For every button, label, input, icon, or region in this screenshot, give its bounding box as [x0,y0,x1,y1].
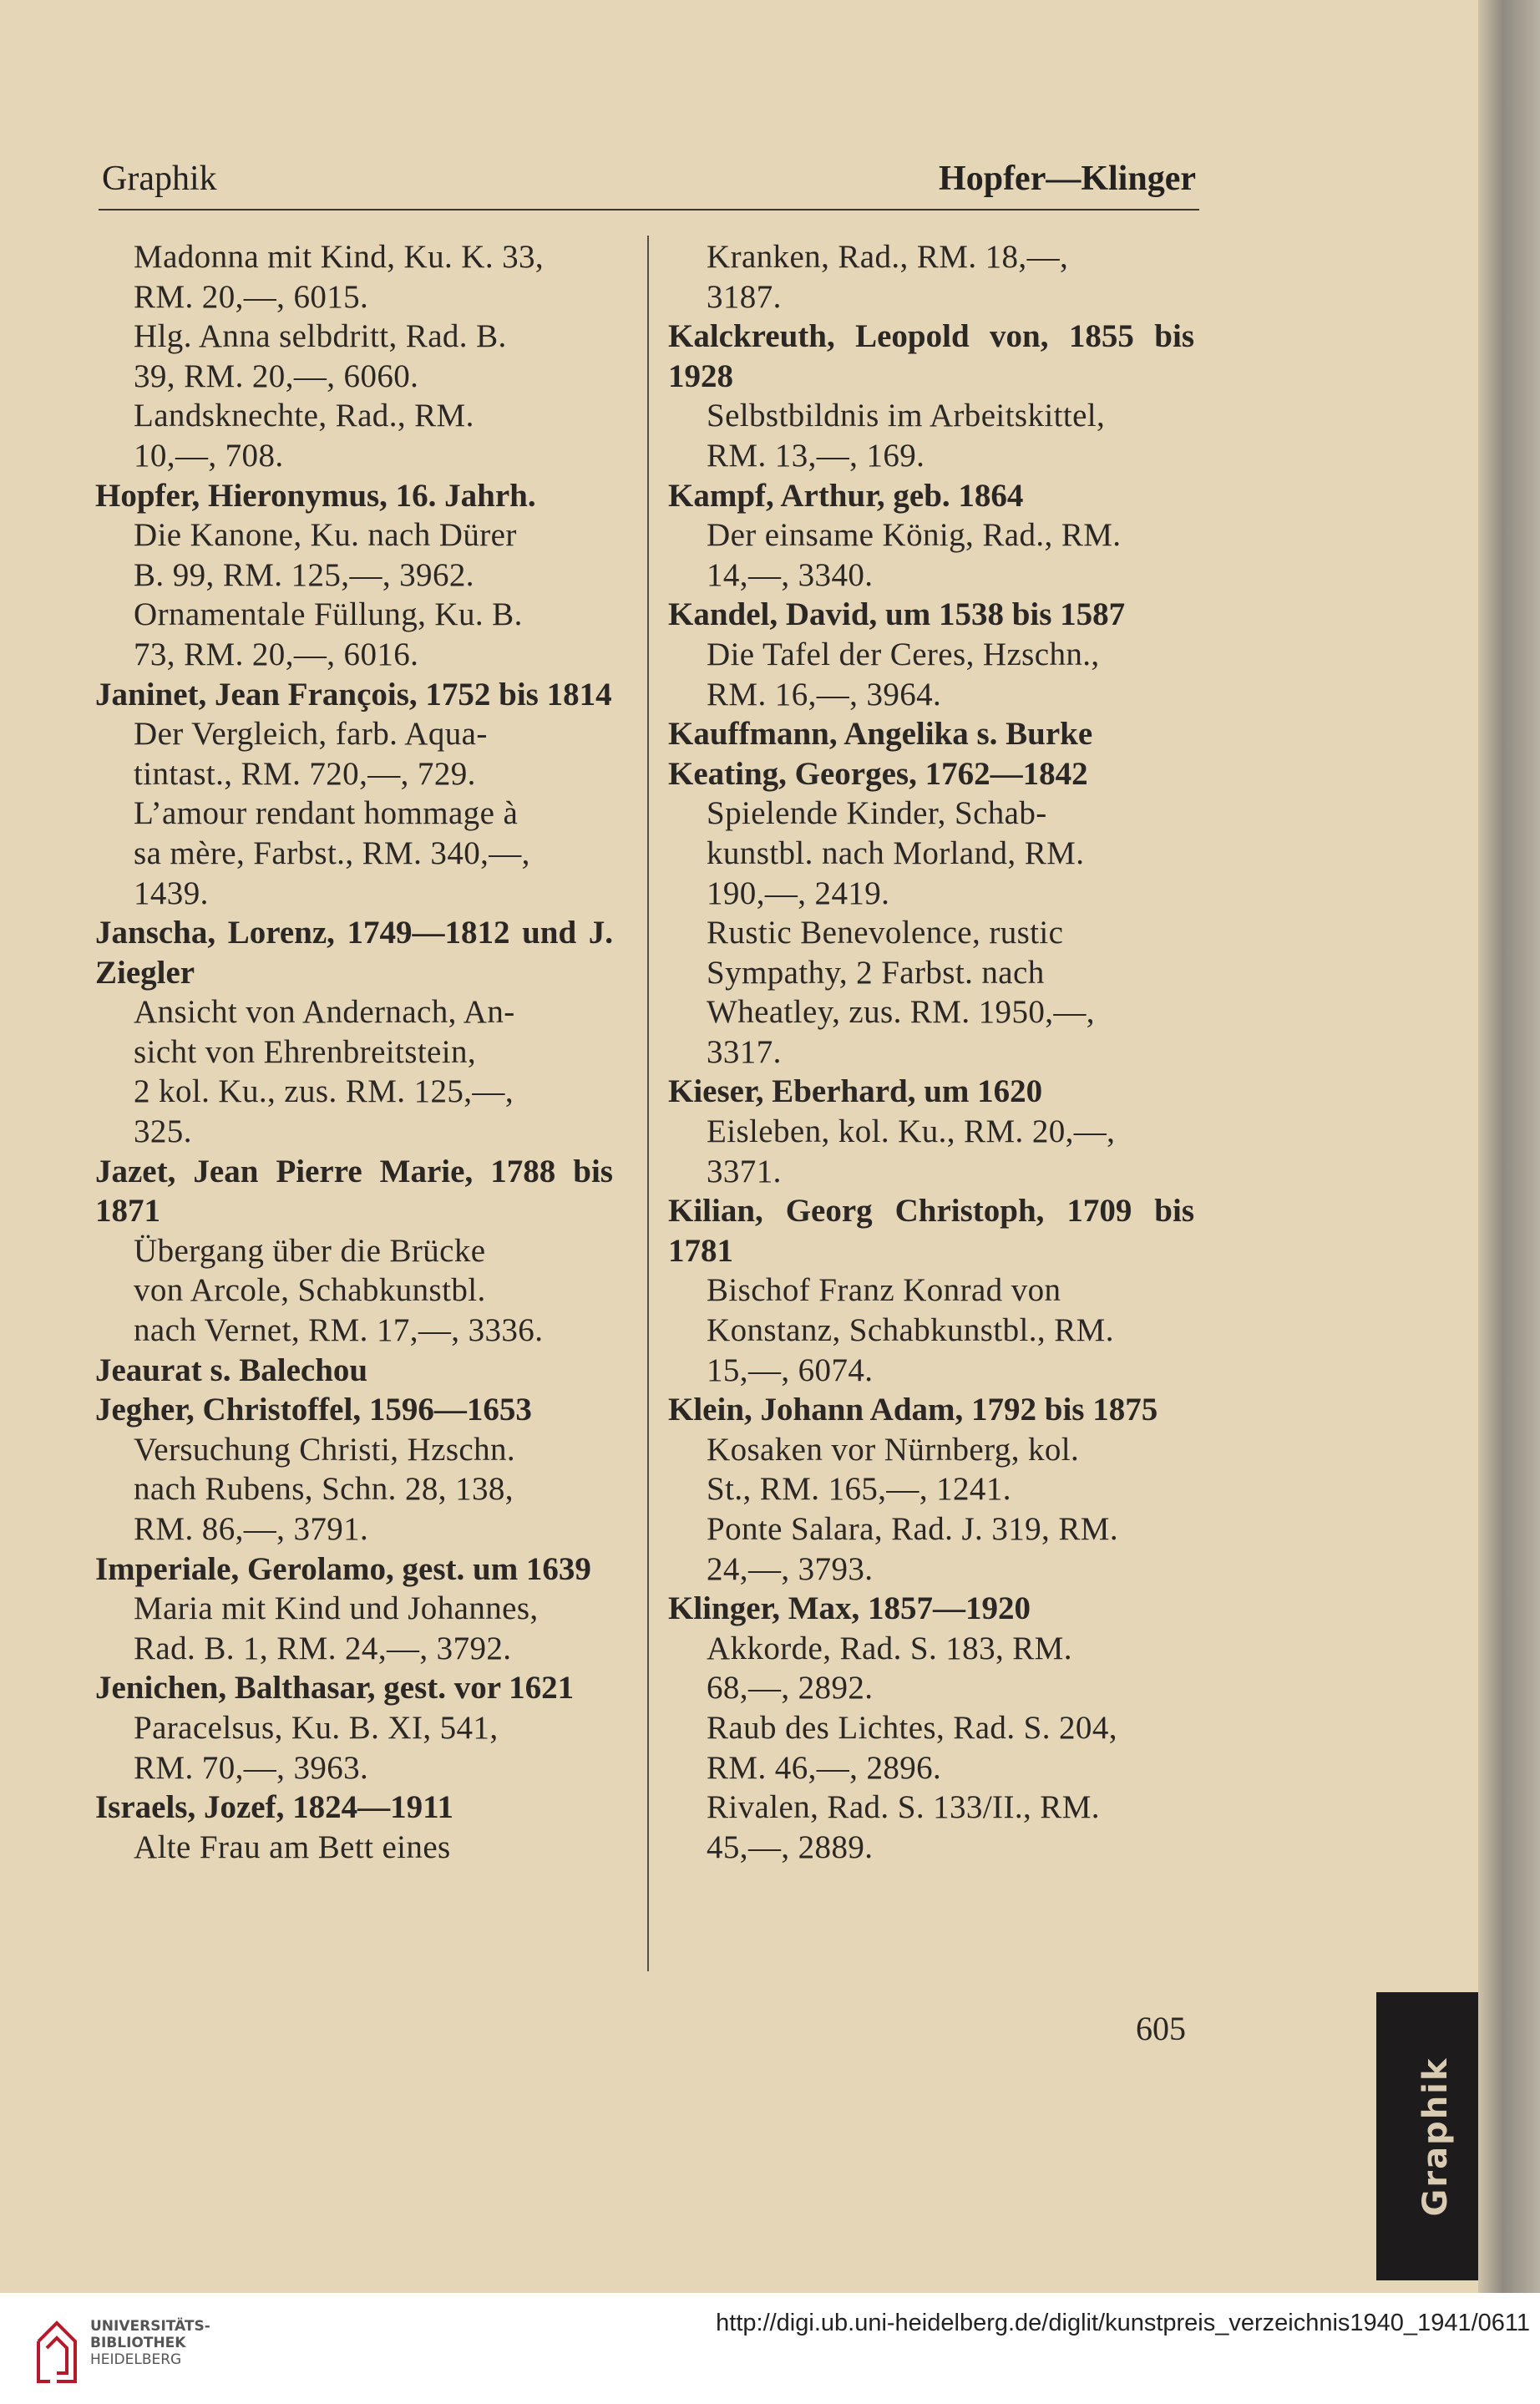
artwork-line: RM. 86,—, 3791. [134,1511,369,1547]
artwork-line: Rad. B. 1, RM. 24,—, 3792. [134,1630,512,1666]
catalog-entry [95,1668,613,1788]
catalog-entry [95,1788,613,1867]
artwork-line: nach Vernet, RM. 17,—, 3336. [134,1312,544,1349]
artwork-line: 39, RM. 20,—, 6060. [134,358,419,394]
catalog-entry [95,675,613,914]
library-logo-icon [32,2308,84,2388]
catalog-entry [668,317,1194,475]
artist-heading: Kampf, Arthur, geb. 1864 [668,477,1024,514]
footer-bar [0,2293,1540,2404]
artwork-line: L’amour rendant hommage à [134,795,519,832]
catalog-entry [668,714,1194,754]
header-rule [99,209,1199,210]
artwork-line: sicht von Ehrenbreitstein, [134,1033,477,1070]
artwork-line: 1439. [134,875,209,911]
artwork-line: RM. 13,—, 169. [707,437,925,474]
artwork-line: Landsknechte, Rad., RM. [134,398,474,434]
artwork-line: Hlg. Anna selbdritt, Rad. B. [134,318,507,355]
artwork-line: Raub des Lichtes, Rad. S. 204, [707,1709,1117,1746]
artwork-line: 2 kol. Ku., zus. RM. 125,—, [134,1073,514,1110]
artist-heading: Jazet, Jean Pierre Marie, 1788 bis 1871 [95,1153,613,1230]
artwork-line: Konstanz, Schabkunstbl., RM. [707,1312,1114,1349]
artwork-line: 15,—, 6074. [707,1352,874,1388]
source-url-link[interactable]: http://digi.ub.uni-heidelberg.de/diglit/kunstpreis_verzeichnis1940_1941/0611 [716,2310,1530,2336]
artist-heading: Klinger, Max, 1857—1920 [668,1590,1031,1627]
artwork-line: Übergang über die Brücke [134,1232,486,1269]
artwork-line: kunstbl. nach Morland, RM. [707,834,1085,871]
artwork-line: Versuchung Christi, Hzschn. [134,1431,516,1468]
artwork-line: Maria mit Kind und Johannes, [134,1590,539,1627]
artwork-line: Ansicht von Andernach, An- [134,994,515,1031]
artist-heading: Imperiale, Gerolamo, gest. um 1639 [95,1550,591,1587]
artwork-line: RM. 16,—, 3964. [707,676,942,713]
artwork-line: Paracelsus, Ku. B. XI, 541, [134,1709,499,1746]
library-name: UNIVERSITÄTS- BIBLIOTHEK HEIDELBERG [90,2318,210,2368]
catalog-entry [668,1390,1194,1589]
catalog-entry [668,1072,1194,1191]
artwork-line: tintast., RM. 720,—, 729. [134,755,476,792]
catalog-entry [95,1390,613,1549]
catalog-entry [668,754,1194,1073]
artwork-line: 3371. [707,1153,782,1189]
artwork-line: Der Vergleich, farb. Aqua- [134,716,488,753]
catalog-entry [668,476,1194,596]
artist-heading: Jeaurat s. Balechou [95,1352,368,1388]
artwork-line: Bischof Franz Konrad von [707,1272,1061,1309]
artwork-line: Wheatley, zus. RM. 1950,—, [707,994,1095,1031]
artwork-line: 325. [134,1113,192,1150]
artwork-line: 14,—, 3340. [707,556,874,593]
artwork-line: 190,—, 2419. [707,875,890,911]
artist-heading: Kandel, David, um 1538 bis 1587 [668,596,1126,633]
artwork-line: Rustic Benevolence, rustic [707,915,1064,951]
header-section: Graphik [102,160,217,198]
artwork-line: 3317. [707,1033,782,1070]
artist-heading: Jenichen, Balthasar, gest. vor 1621 [95,1670,575,1707]
thumb-index-tab [1376,1992,1495,2280]
catalog-entry [668,1589,1194,1867]
catalog-entry [95,237,613,476]
catalog-entry [95,1549,613,1669]
artwork-line: Ponte Salara, Rad. J. 319, RM. [707,1511,1118,1547]
artist-heading: Kieser, Eberhard, um 1620 [668,1073,1043,1110]
catalog-entry [668,1191,1194,1390]
catalog-entry [95,1351,613,1391]
artwork-line: Eisleben, kol. Ku., RM. 20,—, [707,1113,1116,1150]
artwork-line: B. 99, RM. 125,—, 3962. [134,556,474,593]
right-column [668,237,1194,1867]
artist-heading: Janinet, Jean François, 1752 bis 1814 [95,676,612,713]
artwork-line: 68,—, 2892. [707,1670,874,1707]
artist-heading: Klein, Johann Adam, 1792 bis 1875 [668,1392,1158,1428]
artwork-line: 10,—, 708. [134,437,284,474]
artwork-line: Alte Frau am Bett eines [134,1828,451,1865]
artwork-line: Die Tafel der Ceres, Hzschn., [707,636,1100,672]
artwork-line: RM. 46,—, 2896. [707,1749,942,1786]
artwork-line: 24,—, 3793. [707,1550,874,1587]
artwork-line: sa mère, Farbst., RM. 340,—, [134,834,530,871]
artist-heading: Jegher, Christoffel, 1596—1653 [95,1392,532,1428]
artwork-line: Die Kanone, Ku. nach Dürer [134,517,517,554]
page-number: 605 [1136,2010,1186,2047]
header-range: Hopfer—Klinger [939,160,1196,198]
catalog-entry [668,595,1194,714]
catalog-entry [95,1152,613,1351]
artwork-line: Akkorde, Rad. S. 183, RM. [707,1630,1072,1666]
artist-heading: Keating, Georges, 1762—1842 [668,755,1088,792]
catalog-entry [668,237,1194,317]
artwork-line: 3187. [707,278,782,315]
left-column [95,237,613,1867]
artist-heading: Hopfer, Hieronymus, 16. Jahrh. [95,477,536,514]
running-header [102,159,1196,209]
artist-heading: Kalckreuth, Leopold von, 1855 bis 1928 [668,318,1194,394]
thumb-tab-label: Graphik [1416,2057,1455,2216]
artist-heading: Kauffmann, Angelika s. Burke [668,716,1093,753]
artwork-line: Spielende Kinder, Schab- [707,795,1047,832]
artwork-line: Madonna mit Kind, Ku. K. 33, [134,239,545,275]
book-spine-edge [1478,0,1540,2293]
artwork-line: Sympathy, 2 Farbst. nach [707,954,1045,991]
catalog-entry [95,913,613,1152]
artwork-line: Kranken, Rad., RM. 18,—, [707,239,1069,275]
artwork-line: Ornamentale Füllung, Ku. B. [134,596,523,633]
column-divider [647,236,649,1971]
artist-heading: Janscha, Lorenz, 1749—1812 und J. Ziegler [95,915,613,991]
artwork-line: nach Rubens, Schn. 28, 138, [134,1471,514,1508]
artwork-line: 73, RM. 20,—, 6016. [134,636,419,672]
artwork-line: Selbstbildnis im Arbeitskittel, [707,398,1106,434]
artist-heading: Kilian, Georg Christoph, 1709 bis 1781 [668,1193,1194,1269]
artist-heading: Israels, Jozef, 1824—1911 [95,1789,453,1826]
artwork-line: Kosaken vor Nürnberg, kol. [707,1431,1080,1468]
artwork-line: Der einsame König, Rad., RM. [707,517,1122,554]
artwork-line: St., RM. 165,—, 1241. [707,1471,1011,1508]
artwork-line: RM. 70,—, 3963. [134,1749,369,1786]
artwork-line: von Arcole, Schabkunstbl. [134,1272,486,1309]
artwork-line: Rivalen, Rad. S. 133/II., RM. [707,1789,1100,1826]
artwork-line: RM. 20,—, 6015. [134,278,369,315]
artwork-line: 45,—, 2889. [707,1828,874,1865]
catalog-entry [95,476,613,675]
